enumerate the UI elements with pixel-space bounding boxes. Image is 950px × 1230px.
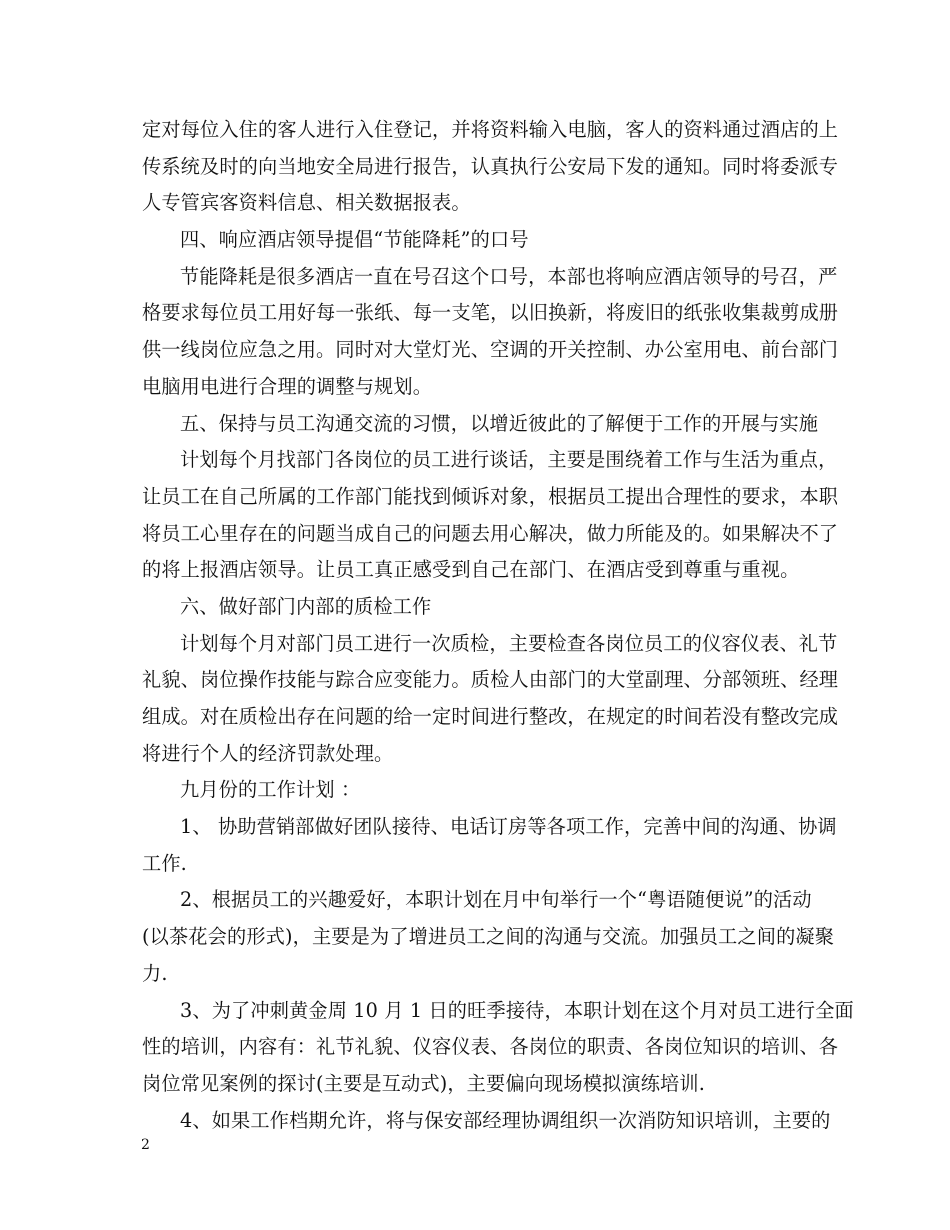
body-text [142, 112, 854, 1139]
text-line: 将员工心里存在的问题当成自己的问题去用心解决，做力所能及的。如果解决不了 [142, 521, 839, 545]
page-number: 2 [141, 1137, 150, 1153]
text-line: 2、根据员工的兴趣爱好，本职计划在月中旬举行一个“粤语随便说”的活动 [180, 888, 812, 912]
text-line: 计划每个月找部门各岗位的员工进行谈话，主要是围绕着工作与生活为重点， [180, 448, 838, 472]
text-line: 3、为了冲刺黄金周 10 月 1 日的旺季接待，本职计划在这个月对员工进行全面 [180, 998, 854, 1022]
text-line: 电脑用电进行合理的调整与规划。 [142, 374, 433, 398]
text-line: 的将上报酒店领导。让员工真正感受到自己在部门、在酒店受到尊重与重视。 [142, 558, 800, 582]
text-line: 六、做好部门内部的质检工作 [180, 594, 432, 618]
text-line: 礼貌、岗位操作技能与踪合应变能力。质检人由部门的大堂副理、分部领班、经理 [142, 668, 839, 692]
text-line: 1、 协助营销部做好团队接待、电话订房等各项工作，完善中间的沟通、协调 [180, 815, 837, 839]
text-line: 节能降耗是很多酒店一直在号召这个口号，本部也将响应酒店领导的号召，严 [180, 264, 838, 288]
text-line: 力. [142, 961, 168, 985]
text-line: (以茶花会的形式)，主要是为了增进员工之间的沟通与交流。加强员工之间的凝聚 [142, 925, 835, 949]
text-line: 四、响应酒店领导提倡“节能降耗”的口号 [180, 228, 529, 252]
text-line: 将进行个人的经济罚款处理。 [142, 741, 394, 765]
text-line: 传系统及时的向当地安全局进行报告，认真执行公安局下发的通知。同时将委派专 [142, 154, 839, 178]
text-line: 格要求每位员工用好每一张纸、每一支笔，以旧换新，将废旧的纸张收集裁剪成册 [142, 301, 839, 325]
text-line: 计划每个月对部门员工进行一次质检，主要检查各岗位员工的仪容仪表、礼节 [180, 631, 838, 655]
text-line: 五、保持与员工沟通交流的习惯，以增近彼此的了解便于工作的开展与实施 [180, 411, 819, 435]
text-line: 性的培训，内容有：礼节礼貌、仪容仪表、各岗位的职责、各岗位知识的培训、各 [142, 1035, 839, 1059]
text-line: 岗位常见案例的探讨(主要是互动式)，主要偏向现场模拟演练培训. [142, 1071, 705, 1095]
text-line: 让员工在自己所属的工作部门能找到倾诉对象，根据员工提出合理性的要求，本职 [142, 484, 839, 508]
text-line: 供一线岗位应急之用。同时对大堂灯光、空调的开关控制、办公室用电、前台部门 [142, 338, 839, 362]
text-line: 工作. [142, 851, 187, 875]
text-line: 人专管宾客资料信息、相关数据报表。 [142, 191, 471, 215]
text-line: 定对每位入住的客人进行入住登记，并将资料输入电脑，客人的资料通过酒店的上 [142, 118, 839, 141]
text-line: 组成。对在质检出存在问题的给一定时间进行整改，在规定的时间若没有整改完成 [142, 705, 839, 728]
text-line: 九月份的工作计划 ： [180, 778, 361, 802]
text-line: 4、如果工作档期允许，将与保安部经理协调组织一次消防知识培训，主要的 [180, 1108, 831, 1132]
